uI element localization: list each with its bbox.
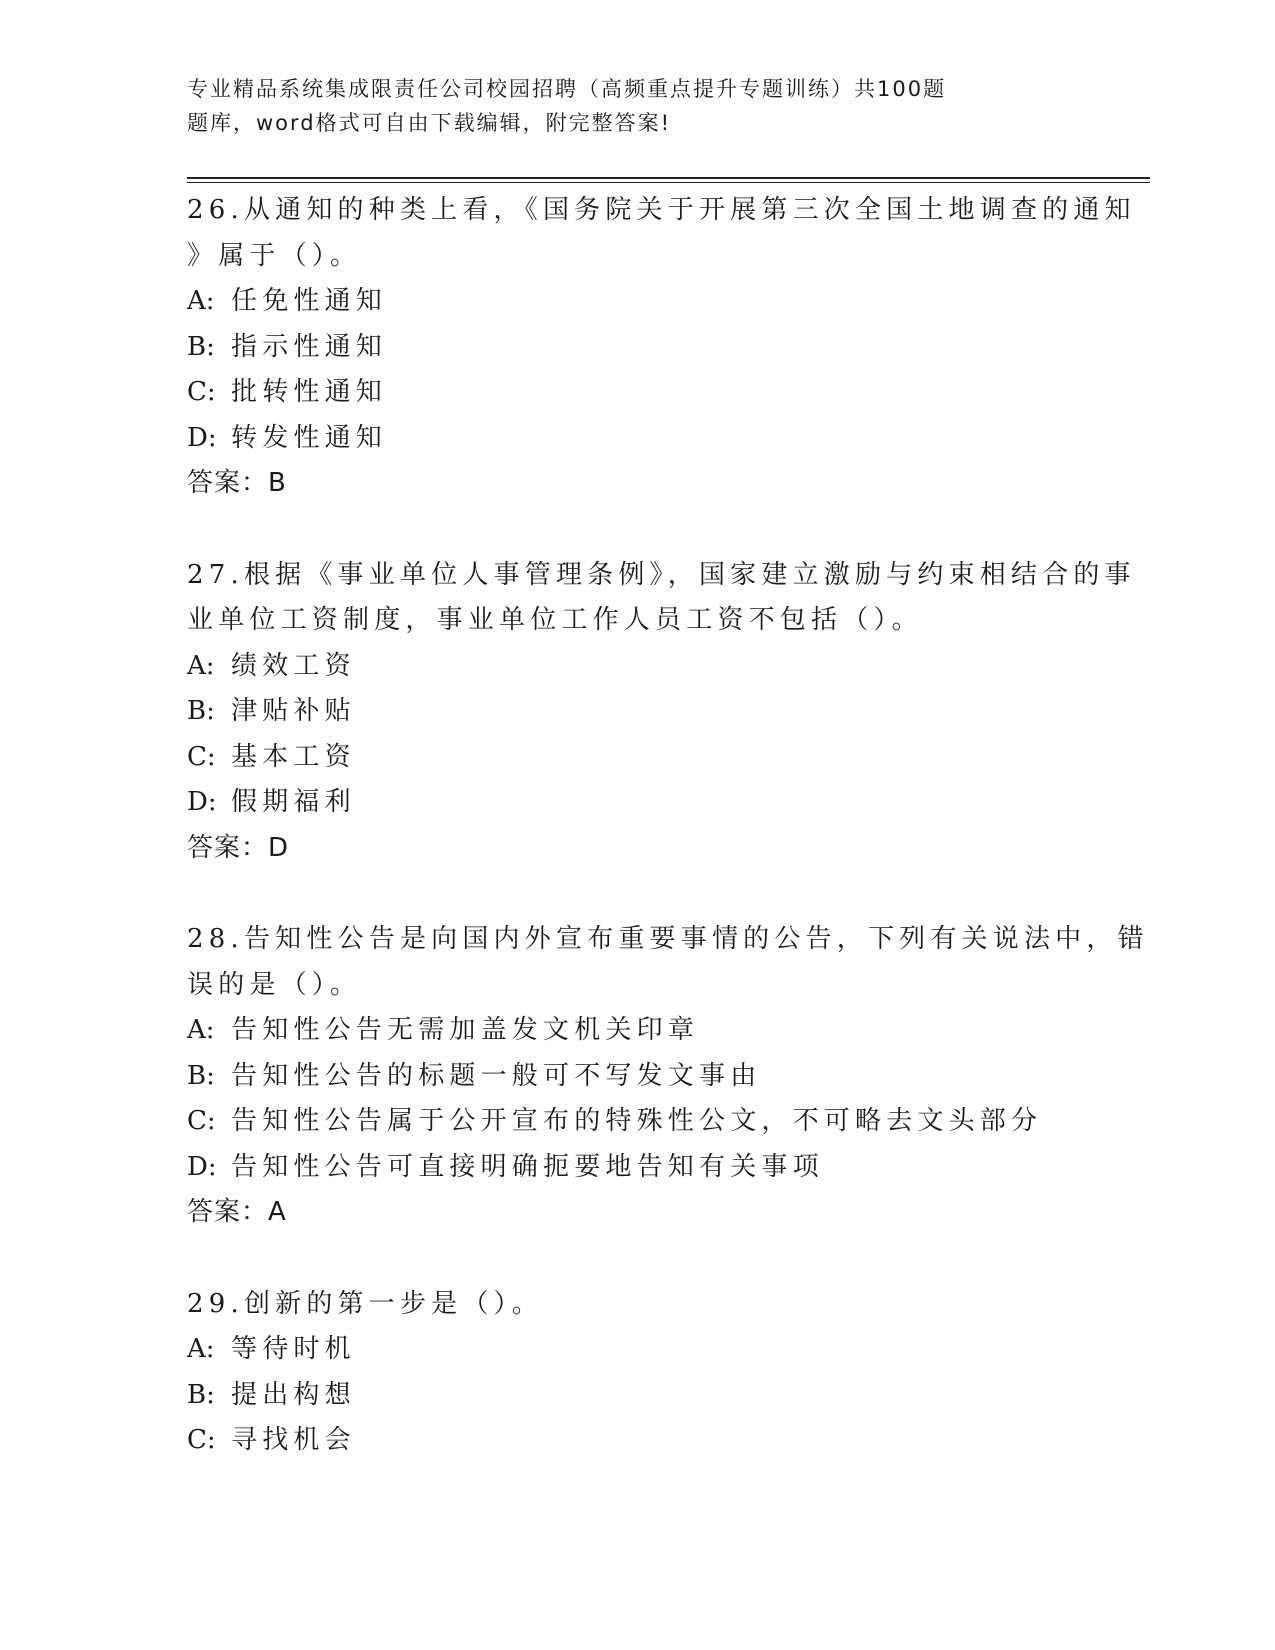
option-letter: D: <box>187 1151 217 1182</box>
option-d <box>187 780 1087 826</box>
option-a <box>187 644 1087 690</box>
option-d <box>187 1145 1087 1191</box>
option-c <box>187 370 1087 416</box>
option-b <box>187 1373 1087 1419</box>
option-text: 告知性公告无需加盖发文机关印章 <box>231 1015 700 1045</box>
option-letter: A: <box>187 1015 215 1045</box>
option-text: 告知性公告可直接明确扼要地告知有关事项 <box>231 1151 824 1182</box>
option-letter: C: <box>187 1106 216 1136</box>
question-stem-line: 业单位工资制度，事业单位工作人员工资不包括（）。 <box>187 605 923 635</box>
option-letter: A: <box>187 286 215 316</box>
question-item <box>187 917 1149 1236</box>
answer-line: 答案：D <box>187 832 290 863</box>
option-text: 告知性公告的标题一般可不写发文事由 <box>231 1060 762 1091</box>
header-line-2: 题库，word格式可自由下载编辑，附完整答案! <box>187 111 672 135</box>
option-c <box>187 735 1087 781</box>
option-a <box>187 279 1087 325</box>
header-divider-thin <box>187 182 1150 183</box>
question-stem-line: 26.从通知的种类上看，《国务院关于开展第三次全国土地调查的通知 <box>187 195 1136 225</box>
option-text: 指示性通知 <box>231 331 388 362</box>
option-letter: B: <box>187 1060 215 1091</box>
option-letter: C: <box>187 1425 216 1455</box>
question-stem-line: 27.根据《事业单位人事管理条例》，国家建立激励与约束相结合的事 <box>187 559 1136 590</box>
option-text: 假期福利 <box>231 787 356 817</box>
question-item <box>187 188 1136 507</box>
option-b <box>187 325 1087 371</box>
question-stem-line: 》属于（）。 <box>187 240 362 271</box>
option-text: 转发性通知 <box>231 422 388 453</box>
option-text: 任免性通知 <box>231 286 388 316</box>
document-header <box>187 72 1037 140</box>
option-text: 提出构想 <box>231 1379 356 1410</box>
option-letter: B: <box>187 331 215 362</box>
question-item <box>187 1282 1087 1464</box>
option-letter: D: <box>187 787 217 817</box>
option-d <box>187 416 1087 462</box>
header-divider-thick <box>187 177 1150 179</box>
option-letter: B: <box>187 696 215 726</box>
option-letter: A: <box>187 1334 215 1364</box>
header-line-1: 专业精品系统集成限责任公司校园招聘（高频重点提升专题训练）共100题 <box>187 77 947 101</box>
question-list <box>187 188 1149 1510</box>
answer-line: 答案：B <box>187 468 287 498</box>
question-stem-line: 29.创新的第一步是（）。 <box>187 1288 543 1319</box>
option-text: 等待时机 <box>231 1334 356 1364</box>
question-stem-line: 误的是（）。 <box>187 969 362 1000</box>
question-stem-line: 28.告知性公告是向国内外宣布重要事情的公告，下列有关说法中，错 <box>187 924 1149 954</box>
option-c <box>187 1418 1087 1464</box>
option-text: 批转性通知 <box>231 377 388 407</box>
question-item <box>187 553 1136 872</box>
answer-line: 答案：A <box>187 1197 287 1227</box>
option-c <box>187 1099 1087 1145</box>
option-text: 基本工资 <box>231 741 356 772</box>
option-a <box>187 1327 1087 1373</box>
option-letter: B: <box>187 1379 215 1410</box>
option-text: 寻找机会 <box>231 1425 356 1455</box>
option-text: 告知性公告属于公开宣布的特殊性公文，不可略去文头部分 <box>231 1106 1043 1136</box>
option-text: 绩效工资 <box>231 650 356 681</box>
option-letter: C: <box>187 741 216 772</box>
option-b <box>187 689 1087 735</box>
option-text: 津贴补贴 <box>231 696 356 726</box>
option-letter: A: <box>187 650 215 681</box>
option-letter: C: <box>187 377 216 407</box>
option-letter: D: <box>187 422 217 453</box>
option-a <box>187 1008 1087 1054</box>
option-b <box>187 1054 1087 1100</box>
